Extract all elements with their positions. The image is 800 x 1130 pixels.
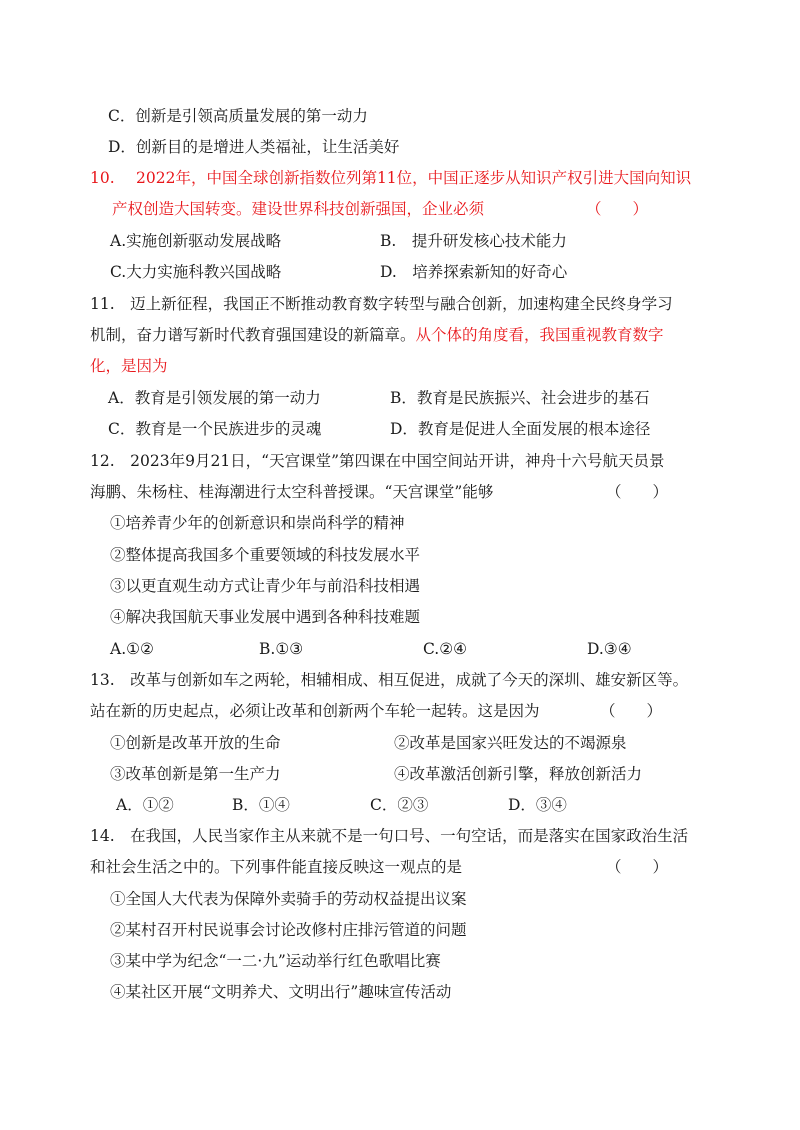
q13-stem-line2: 站在新的历史起点，必须让改革和创新两个车轮一起转。这是因为 xyxy=(90,702,540,720)
q12-stem-line2: 海鹏、朱杨柱、桂海潮进行太空科普授课。“天宫课堂”能够 xyxy=(90,483,494,501)
q12-answer-paren: （ ） xyxy=(606,483,669,501)
q13-option-c: C．②③ xyxy=(370,796,429,814)
q12-option-b: B.①③ xyxy=(259,640,304,658)
q12-statement-2: ②整体提高我国多个重要领域的科技发展水平 xyxy=(110,546,421,564)
q13-option-d: D．③④ xyxy=(508,796,567,814)
q11-stem-line2-red: 从个体的角度看，我国重视教育数字 xyxy=(415,326,664,344)
q14-statement-2: ②某村召开村民说事会讨论改修村庄排污管道的问题 xyxy=(110,921,467,939)
q11-option-b: B．教育是民族振兴、社会进步的基石 xyxy=(390,389,650,407)
q10-number: 10. xyxy=(90,169,115,187)
q14-statement-1: ①全国人大代表为保障外卖骑手的劳动权益提出议案 xyxy=(110,890,467,908)
q13-statement-2: ②改革是国家兴旺发达的不竭源泉 xyxy=(394,734,627,752)
q10-option-a: A.实施创新驱动发展战略 xyxy=(110,232,282,250)
q12-option-c: C.②④ xyxy=(423,640,468,658)
q12-statement-3: ③以更直观生动方式让青少年与前沿科技相遇 xyxy=(110,577,421,595)
q13-option-b: B．①④ xyxy=(232,796,290,814)
q12-statement-4: ④解决我国航天事业发展中遇到各种科技难题 xyxy=(110,608,421,626)
q13-answer-paren: （ ） xyxy=(600,702,663,720)
q12-stem-line1: 12. 2023年9月21日，“天宫课堂”第四课在中国空间站开讲，神舟十六号航天员景 xyxy=(90,452,665,470)
q10-option-c: C.大力实施科教兴国战略 xyxy=(110,263,282,281)
q10-stem-line1: 2022年，中国全球创新指数位列第11位，中国正逐步从知识产权引进大国向知识 xyxy=(136,169,692,187)
q13-statement-3: ③改革创新是第一生产力 xyxy=(110,765,281,783)
q11-option-a: A．教育是引领发展的第一动力 xyxy=(108,389,321,407)
q11-stem-line3: 化，是因为 xyxy=(90,357,168,375)
q11-stem-line2-black: 机制，奋力谱写新时代教育强国建设的新篇章。 xyxy=(90,326,416,344)
q9-option-d: D．创新目的是增进人类福祉，让生活美好 xyxy=(108,138,400,156)
q14-stem-line2: 和社会生活之中的。下列事件能直接反映这一观点的是 xyxy=(90,858,463,876)
q14-answer-paren: （ ） xyxy=(606,858,669,876)
q11-stem-line2 xyxy=(90,325,664,345)
q11-option-d: D．教育是促进人全面发展的根本途径 xyxy=(390,420,651,438)
q13-option-a: A．①② xyxy=(116,796,174,814)
q10-option-d: D. 培养探索新知的好奇心 xyxy=(380,263,568,281)
q11-option-c: C．教育是一个民族进步的灵魂 xyxy=(108,420,322,438)
q14-statement-4: ④某社区开展“文明养犬、文明出行”趣味宣传活动 xyxy=(110,983,452,1001)
q13-statement-4: ④改革激活创新引擎，释放创新活力 xyxy=(394,765,643,783)
q12-statement-1: ①培养青少年的创新意识和崇尚科学的精神 xyxy=(110,514,405,532)
q9-option-c: C．创新是引领高质量发展的第一动力 xyxy=(108,107,368,125)
q13-statement-1: ①创新是改革开放的生命 xyxy=(110,734,281,752)
q14-stem-line1: 14. 在我国，人民当家作主从来就不是一句口号、一句空话，而是落实在国家政治生活 xyxy=(90,827,689,845)
q10-answer-paren: （ ） xyxy=(586,200,649,218)
q11-stem-line1: 11. 迈上新征程，我国正不断推动教育数字转型与融合创新，加速构建全民终身学习 xyxy=(90,295,673,313)
q10-stem-line2: 产权创造大国转变。建设世界科技创新强国，企业必须 xyxy=(112,200,485,218)
q10-option-b: B. 提升研发核心技术能力 xyxy=(380,232,567,250)
q14-statement-3: ③某中学为纪念“一二·九”运动举行红色歌唱比赛 xyxy=(110,952,441,970)
q12-option-d: D.③④ xyxy=(587,640,632,658)
q12-option-a: A.①② xyxy=(110,640,154,658)
q13-stem-line1: 13. 改革与创新如车之两轮，相辅相成、相互促进，成就了今天的深圳、雄安新区等。 xyxy=(90,671,689,689)
